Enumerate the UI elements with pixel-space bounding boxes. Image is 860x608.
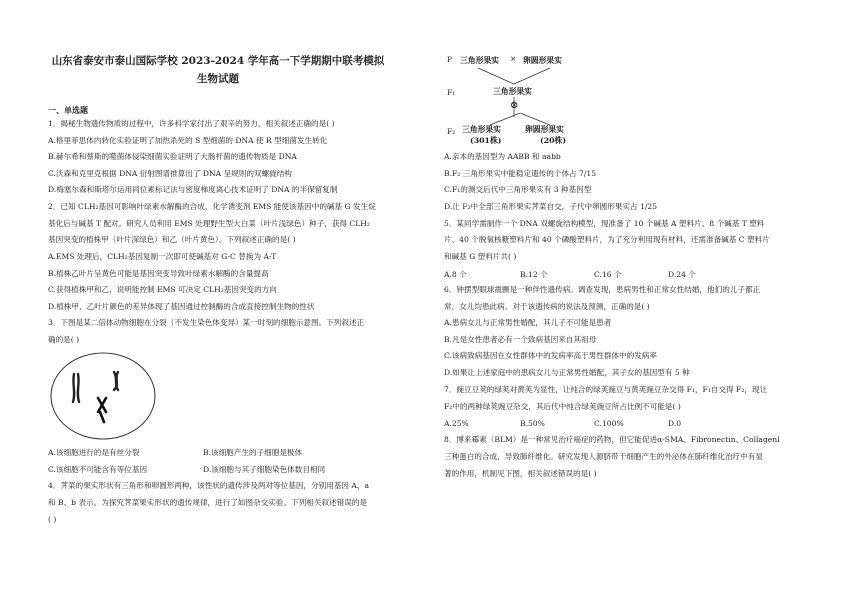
q5-option-d: D.24 个 xyxy=(668,270,696,279)
q8-stem-1: 8．博来霉素（BLM）是一种常见治疗癌症的药物，但它能促进α-SMA、Fibronectin、Collagenl xyxy=(444,435,780,444)
q3-stem-2: 确的是( ) xyxy=(48,335,80,344)
p-label: P xyxy=(447,55,453,64)
q2-option-b: B.植株乙叶片呈黄色可能是基因突变导致叶绿素水解酶的含量提高 xyxy=(48,269,269,278)
q2-stem-1: 2．已知 CLH₂基因可影响叶绿素水解酶的合成，化学诱变剂 EMS 能使该基因中的碱基 G 发生烷 xyxy=(48,202,376,211)
q5-option-a: A.8 个 xyxy=(444,270,467,279)
chromosome-left xyxy=(73,374,79,402)
q1-option-a: A.格里菲思体内转化实验证明了加热杀死的 S 型细菌的 DNA 使 R 型细菌发生转化 xyxy=(48,136,328,145)
q5-option-c: C.16 个 xyxy=(594,270,622,279)
cell-division-figure xyxy=(48,350,158,442)
cross-symbol: × xyxy=(510,54,517,63)
f1-phenotype: 三角形果实 xyxy=(493,87,532,96)
q4-option-d: D.让 F₂中全部三角形果实荠菜自交，子代中卵圆形果实占 1/25 xyxy=(444,202,658,211)
q1-option-c: C.沃森和克里克根据 DNA 衍射图谱推算出了 DNA 呈规则的双螺旋结构 xyxy=(48,169,292,178)
q4-option-b: B.F₂ 三角形果实中能稳定遗传的个体占 7/15 xyxy=(444,169,597,178)
q4-stem-1: 4．荠菜的果实形状有三角形和卵圆形两种，该性状的遗传涉及两对等位基因，分别用基因 A、a xyxy=(48,481,370,490)
title-line-1: 山东省泰安市泰山国际学校 2023-2024 学年高一下学期期中联考模拟 xyxy=(51,55,385,67)
f2-label: F₂ xyxy=(447,127,456,136)
q3-option-b: B.该细胞产生的子细胞是极体 xyxy=(203,448,303,457)
q5-stem-2: 片、40 个脱氧核糖塑料片和 40 个磷酸塑料片，为了充分利用现有材料，还需准备碱基 C 塑料片 xyxy=(444,235,770,244)
q6-option-c: C.该病致病基因在女性群体中的发病率高于男性群体中的发病率 xyxy=(444,351,657,360)
f1-label: F₁ xyxy=(447,88,456,97)
q7-option-d: D.0 xyxy=(668,419,682,428)
q6-option-d: D.如果让上述家庭中的患病女儿与正常男性婚配，其子女的基因型有 5 种 xyxy=(444,368,690,377)
q7-stem-1: 7．豌豆豆荚的绿荚对黄荚为显性，让纯合的绿荚豌豆与黄荚豌豆杂交得 F₁，F₁自交得 F₂，现让 xyxy=(444,385,768,394)
self-cross-symbol: ⊗ xyxy=(510,100,519,111)
q6-option-a: A.患病女儿与正常男性婚配，其儿子不可能是患者 xyxy=(444,318,612,327)
chromosome-right-top xyxy=(114,372,118,390)
q2-stem-2: 基化后与碱基 T 配对。研究人员利用 EMS 处理野生型大白菜（叶片浅绿色）种子，获得 CLH₂ xyxy=(48,219,370,228)
q2-stem-3: 基因突变的植株甲（叶片深绿色）和乙（叶片黄色）。下列叙述正确的是( ) xyxy=(48,235,296,244)
q4-option-c: C.F₁的测交后代中三角形果实有 3 种基因型 xyxy=(444,185,592,194)
q4-option-a: A.亲本的基因型为 AABB 和 aabb xyxy=(444,152,561,161)
q5-stem-3: 和碱基 G 塑料片共( ) xyxy=(444,252,517,261)
f2-triangle-count: (301株) xyxy=(470,136,502,145)
q1-stem: 1．揭秘生物遗传物质的过程中，许多科学家付出了艰辛的努力，相关叙述正确的是( ) xyxy=(48,119,335,128)
f2-triangle: 三角形果实 xyxy=(462,125,501,134)
section-heading: 一、单选题 xyxy=(48,105,88,115)
chromosome-right-bottom xyxy=(98,398,106,422)
q4-stem-3: ( ) xyxy=(48,515,57,524)
q5-stem-1: 5．某同学需制作一个 DNA 双螺旋结构模型，现准备了 10 个碱基 A 塑料片、8 个碱基 T 塑料 xyxy=(444,219,765,228)
page-title xyxy=(28,52,408,88)
q2-option-a: A.EMS 处理后，CLH₂基因复制一次即可使碱基对 G-C 替换为 A-T xyxy=(48,252,277,261)
q7-stem-2: F₂中的两种绿荚豌豆杂交，其后代中纯合绿荚豌豆所占比例不可能是( ) xyxy=(444,402,681,411)
q4-stem-2: 和 B、b 表示。为探究荠菜果实形状的遗传规律，进行了如图杂交实验。下列相关叙述错误的是 xyxy=(48,498,368,507)
q6-stem-2: 常，女儿均患此病。对于该遗传病的说法及预测，正确的是( ) xyxy=(444,302,650,311)
f2-oval-count: (20株) xyxy=(540,136,567,145)
q6-option-b: B.凡是女性患者必有一个致病基因来自其祖母 xyxy=(444,335,597,344)
q6-stem-1: 6．钟摆型眼球震颤是一种伴性遗传病。调查发现，患病男性和正常女性结婚，他们的儿子都正 xyxy=(444,285,761,294)
p-oval: 卵圆形果实 xyxy=(523,56,562,65)
q3-option-a: A.该细胞进行的是有丝分裂 xyxy=(48,448,140,457)
q1-option-d: D.梅塞尔森和斯塔尔运用同位素标记法与密度梯度离心技术证明了 DNA 的半保留复制 xyxy=(48,185,338,194)
title-line-2: 生物试题 xyxy=(197,73,239,85)
q8-stem-3: 著的作用，机制见下图，相关叙述错误的是( ) xyxy=(444,469,597,478)
q1-option-b: B.赫尔希和蔡斯的噬菌体侵染细菌实验证明了大肠杆菌的遗传物质是 DNA xyxy=(48,152,297,161)
p-triangle: 三角形果实 xyxy=(460,56,499,65)
q7-option-a: A.25% xyxy=(444,419,469,428)
q8-stem-2: 三种蛋白的合成，导致肺纤维化。研究发现人源脐带干细胞产生的外泌体在肺纤维化治疗中有显 xyxy=(444,452,763,461)
f2-oval: 卵圆形果实 xyxy=(525,125,564,134)
q3-option-c: C.该细胞不可能含有等位基因 xyxy=(48,465,148,474)
q3-stem-1: 3．下图是某二倍体动物细胞在分裂（不发生染色体变异）某一时刻的细胞示意图。下列叙述正 xyxy=(48,318,365,327)
q7-option-b: B.50% xyxy=(520,419,545,428)
q3-option-d: D.该细胞与其子细胞染色体数目相同 xyxy=(203,465,326,474)
q5-option-b: B.12 个 xyxy=(520,270,548,279)
q2-option-c: C.获得植株甲和乙，说明能控制 EMS 可决定 CLH₂基因突变的方向 xyxy=(48,285,277,294)
q7-option-c: C.100% xyxy=(594,419,624,428)
q2-option-d: D.植株甲、乙叶片颜色的差异体现了基因通过控制酶的合成直接控制生物的性状 xyxy=(48,302,315,311)
